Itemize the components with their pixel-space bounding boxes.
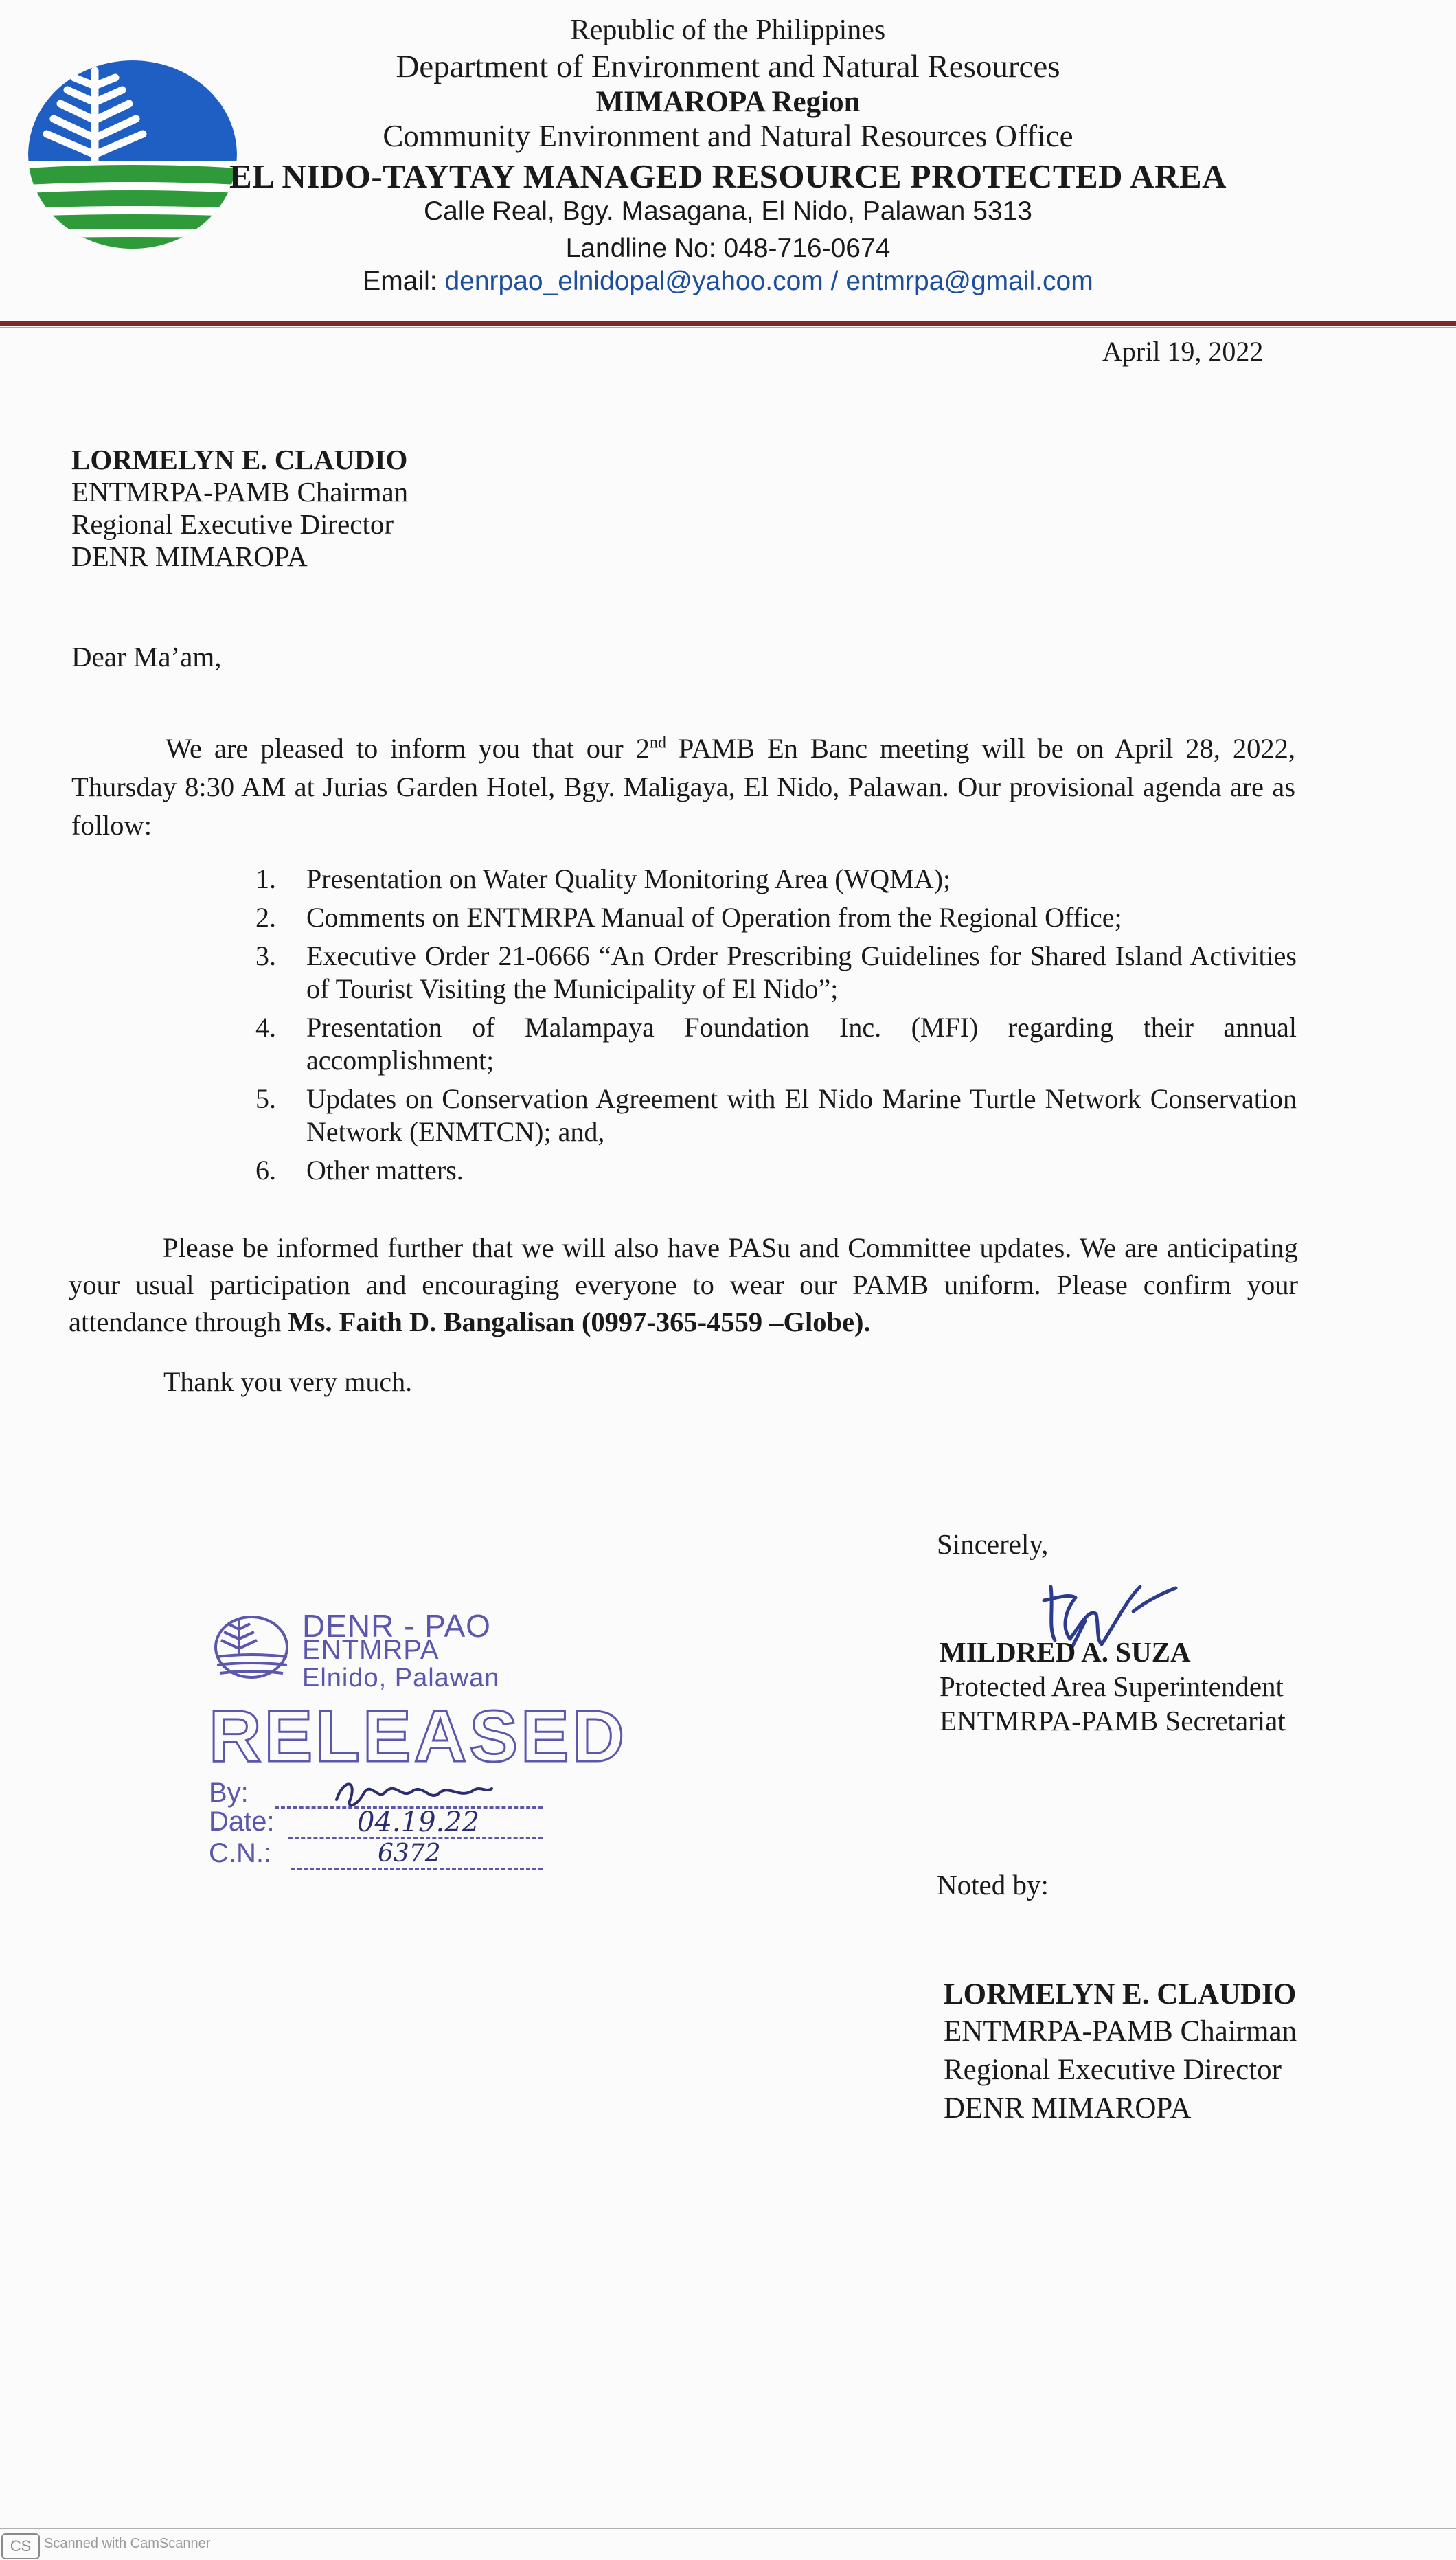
letterhead-department: Department of Environment and Natural Resources (396, 49, 1060, 84)
agenda-item (255, 1011, 1297, 1077)
agenda-item (255, 901, 1297, 934)
camscanner-logo-icon: CS (1, 2533, 40, 2559)
stamp-status: RELEASED (209, 1696, 628, 1777)
signer-title: Protected Area Superintendent (940, 1670, 1284, 1702)
addressee-position: Regional Executive Director (71, 508, 394, 540)
letterhead-landline: Landline No: 048-716-0674 (565, 234, 891, 263)
signer-office: ENTMRPA-PAMB Secretariat (940, 1705, 1286, 1736)
agenda-item-text: Presentation on Water Quality Monitoring Area (WQMA); (306, 863, 951, 894)
signer-name: MILDRED A. SUZA (940, 1636, 1191, 1668)
letterhead-rule-shadow (0, 327, 1456, 328)
agenda-item-number: 3. (255, 940, 276, 971)
stamp-unit: ENTMRPA (302, 1635, 440, 1665)
body-p1-text-a: We are pleased to inform you that our 2 (166, 733, 650, 764)
agenda-item (255, 1154, 1297, 1187)
stamp-cn-value: 6372 (378, 1839, 441, 1868)
agenda-item (255, 1083, 1297, 1148)
letterhead-rule (0, 321, 1456, 326)
agenda-item-text: Executive Order 21-0666 “An Order Prescribing Guidelines for Shared Island Activities of Tourist Visiting the Municipality of El Nido”; (306, 940, 1297, 1004)
agenda-item-text: Comments on ENTMRPA Manual of Operation from the Regional Office; (306, 902, 1122, 933)
agenda-item-number: 1. (255, 863, 276, 894)
agenda-item-number: 2. (255, 902, 276, 933)
agenda-item (255, 863, 1297, 896)
thank-you-line: Thank you very much. (163, 1366, 413, 1397)
agenda-item-number: 5. (255, 1083, 276, 1114)
closing-sincerely: Sincerely, (937, 1528, 1049, 1560)
agenda-item-text: Presentation of Malampaya Foundation Inc. (MFI) regarding their annual accomplishment; (306, 1012, 1297, 1076)
agenda-item-text: Updates on Conservation Agreement with El Nido Marine Turtle Network Conservation Network (ENMTCN); and, (306, 1083, 1297, 1147)
camscanner-watermark: Scanned with CamScanner (44, 2536, 211, 2551)
letterhead-office: Community Environment and Natural Resources Office (383, 119, 1073, 153)
noter-position: Regional Executive Director (944, 2054, 1282, 2086)
email-link-gmail[interactable]: entmrpa@gmail.com (845, 267, 1093, 296)
body-p1-superscript: nd (649, 734, 666, 752)
agenda-list (255, 863, 1297, 1192)
body-p2-text: Please be informed further that we will also have PASu and Committee updates. We are anticipating your usual participation and encouraging everyone to wear our PAMB uniform. Please confirm your attendance through (69, 1232, 1298, 1337)
noter-name: LORMELYN E. CLAUDIO (944, 1978, 1297, 2010)
body-paragraph-2 (69, 1230, 1298, 1341)
stamp-cn-label: C.N.: (209, 1838, 272, 1868)
letterhead-protected-area: EL NIDO-TAYTAY MANAGED RESOURCE PROTECTED AREA (229, 157, 1227, 195)
letterhead-email (206, 267, 1250, 297)
agenda-item-number: 4. (255, 1012, 276, 1043)
agenda-item-text: Other matters. (306, 1155, 464, 1186)
agenda-item-number: 6. (255, 1155, 276, 1186)
letter-date: April 19, 2022 (1102, 336, 1264, 367)
footer-rule (0, 2528, 1456, 2529)
stamp-by-label: By: (209, 1778, 249, 1808)
stamp-office: DENR - PAO (302, 1608, 491, 1644)
email-label: Email: (363, 267, 445, 296)
letterhead-address: Calle Real, Bgy. Masagana, El Nido, Palawan 5313 (424, 196, 1032, 226)
noted-by-label: Noted by: (937, 1869, 1049, 1901)
addressee-name: LORMELYN E. CLAUDIO (71, 444, 408, 475)
noter-title: ENTMRPA-PAMB Chairman (944, 2015, 1297, 2048)
released-stamp (206, 1607, 628, 1896)
stamp-date-label: Date: (209, 1806, 275, 1837)
contact-person: Ms. Faith D. Bangalisan (0997-365-4559 –Globe). (288, 1306, 871, 1337)
salutation: Dear Ma’am, (71, 641, 222, 672)
addressee-office: DENR MIMAROPA (71, 541, 308, 572)
stamp-date-value: 04.19.22 (357, 1806, 480, 1838)
addressee-title: ENTMRPA-PAMB Chairman (71, 476, 409, 508)
noter-office: DENR MIMAROPA (944, 2092, 1192, 2125)
letterhead-republic: Republic of the Philippines (570, 14, 886, 46)
email-separator: / (823, 267, 846, 296)
stamp-logo-icon (210, 1613, 299, 1688)
email-link-yahoo[interactable]: denrpao_elnidopal@yahoo.com (444, 267, 823, 296)
stamp-location: Elnido, Palawan (302, 1664, 500, 1692)
stamp-cn-line (291, 1868, 543, 1870)
body-paragraph-1 (71, 729, 1295, 845)
letterhead-region: MIMAROPA Region (595, 86, 861, 118)
agenda-item (255, 940, 1297, 1006)
body-p1-text-b: PAMB En Banc meeting will be on April 28, 2022, Thursday 8:30 AM at Jurias Garden Hotel, Bgy. Maligaya, El Nido, Palawan. Our provisional agenda are as follow: (71, 733, 1295, 841)
